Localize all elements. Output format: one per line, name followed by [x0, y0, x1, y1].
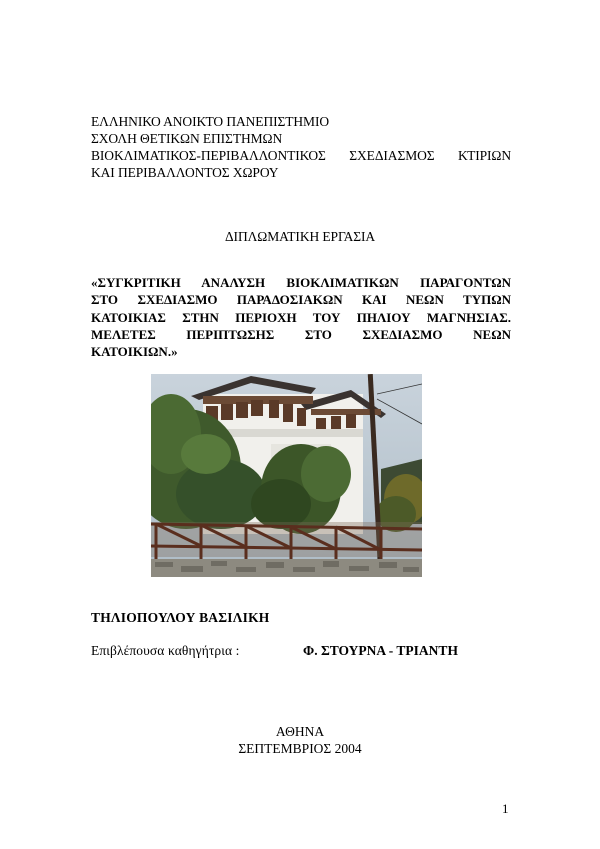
- title-line-5: ΚΑΤΟΙΚΙΩΝ.»: [91, 344, 178, 360]
- university-name: ΕΛΛΗΝΙΚΟ ΑΝΟΙΚΤΟ ΠΑΝΕΠΙΣΤΗΜΙΟ: [91, 114, 329, 129]
- page-number: 1: [502, 801, 509, 816]
- thesis-title: [91, 274, 511, 360]
- title-line-1: «ΣΥΓΚΡΙΤΙΚΗ ΑΝΑΛΥΣΗ ΒΙΟΚΛΙΜΑΤΙΚΩΝ ΠΑΡΑΓΟΝΤΩΝ: [91, 275, 511, 290]
- supervisor-name: Φ. ΣΤΟΥΡΝΑ - ΤΡΙΑΝΤΗ: [303, 643, 458, 658]
- program-name-line-2: ΚΑΙ ΠΕΡΙΒΑΛΛΟΝΤΟΣ ΧΩΡΟΥ: [91, 165, 279, 180]
- school-name: ΣΧΟΛΗ ΘΕΤΙΚΩΝ ΕΠΙΣΤΗΜΩΝ: [91, 131, 283, 146]
- program-name-line-1: ΒΙΟΚΛΙΜΑΤΙΚΟΣ-ΠΕΡΙΒΑΛΛΟΝΤΙΚΟΣ ΣΧΕΔΙΑΣΜΟΣ ΚΤΙΡΙΩΝ: [91, 148, 511, 163]
- place: ΑΘΗΝΑ: [275, 724, 325, 739]
- title-line-2: ΣΤΟ ΣΧΕΔΙΑΣΜΟ ΠΑΡΑΔΟΣΙΑΚΩΝ ΚΑΙ ΝΕΩΝ ΤΥΠΩΝ: [91, 292, 511, 308]
- title-line-4: ΜΕΛΕΤΕΣ ΠΕΡΙΠΤΩΣΗΣ ΣΤΟ ΣΧΕΔΙΑΣΜΟ ΝΕΩΝ: [91, 326, 511, 342]
- institution-header: [91, 113, 511, 181]
- traditional-house-photo: [151, 374, 422, 577]
- date: ΣΕΠΤΕΜΒΡΙΟΣ 2004: [238, 741, 362, 756]
- supervisor-label: Επιβλέπουσα καθηγήτρια :: [91, 643, 240, 658]
- author-name: ΤΗΛΙΟΠΟΥΛΟΥ ΒΑΣΙΛΙΚΗ: [91, 610, 270, 625]
- title-line-3: ΚΑΤΟΙΚΙΑΣ ΣΤΗΝ ΠΕΡΙΟΧΗ ΤΟΥ ΠΗΛΙΟΥ ΜΑΓΝΗΣΙΑΣ.: [91, 309, 511, 325]
- document-type: ΔΙΠΛΩΜΑΤΙΚΗ ΕΡΓΑΣΙΑ: [224, 229, 376, 244]
